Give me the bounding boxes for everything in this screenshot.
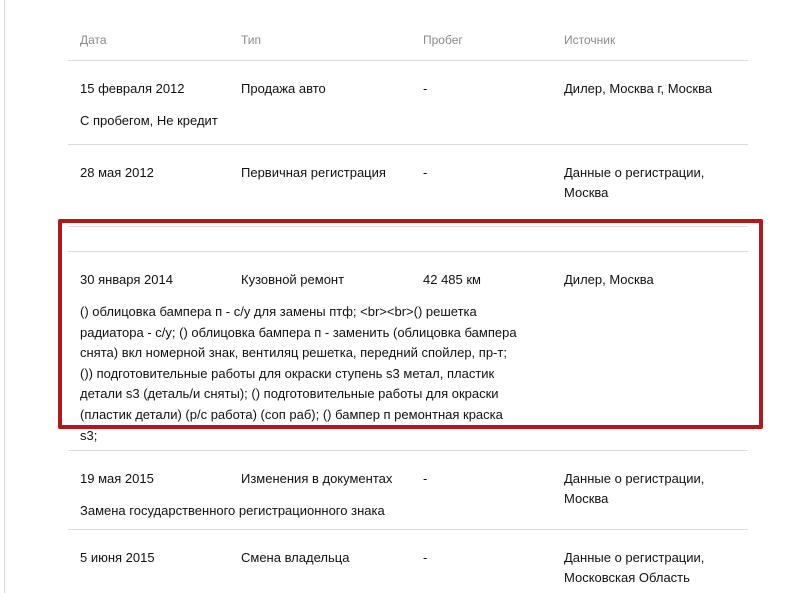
- header-type: Тип: [241, 33, 262, 47]
- table-row-highlighted: [68, 251, 748, 451]
- row-mileage: 42 485 км: [423, 272, 481, 287]
- row-date: 19 мая 2015: [80, 471, 154, 486]
- row-type: Смена владельца: [241, 550, 350, 565]
- table-row: [68, 451, 748, 530]
- row-type: Кузовной ремонт: [241, 272, 345, 287]
- row-source: Дилер, Москва г, Москва: [564, 81, 713, 96]
- row-date: 15 февраля 2012: [80, 81, 185, 96]
- row-mileage: -: [423, 471, 428, 486]
- row-type: Продажа авто: [241, 81, 326, 96]
- row-description: () облицовка бампера п - с/у для замены птф; <br><br>() решетка радиатора - с/у; () облицовка бампера п - заменить (облицовка бампера снята) вкл номерной знак, вентиляц решетка, передний спойлер, пр-т; ()) подготовительные работы для окраски ступень s3 метал, пластик детали s3 (деталь/и сняты); () подготовительные работы для окраски (пластик детали) (р/с работа) (соп раб); () бампер п ремонтная краска s3;: [80, 304, 517, 443]
- row-spacer: [68, 227, 748, 251]
- left-divider: [4, 0, 5, 593]
- row-date: 28 мая 2012: [80, 165, 154, 180]
- row-source: Дилер, Москва: [564, 272, 654, 287]
- table-header: [68, 0, 748, 61]
- row-mileage: -: [423, 81, 428, 96]
- header-mileage: Пробег: [423, 33, 463, 47]
- table-row: [68, 530, 748, 593]
- row-source: Данные о регистрации, Московская Область: [564, 550, 705, 585]
- row-date: 30 января 2014: [80, 272, 173, 287]
- row-type: Первичная регистрация: [241, 165, 386, 180]
- header-source: Источник: [564, 33, 616, 47]
- row-mileage: -: [423, 165, 428, 180]
- row-type: Изменения в документах: [241, 471, 393, 486]
- table-row: [68, 145, 748, 227]
- row-source: Данные о регистрации, Москва: [564, 471, 705, 506]
- row-source: Данные о регистрации, Москва: [564, 165, 705, 200]
- row-description: С пробегом, Не кредит: [80, 113, 218, 128]
- row-date: 5 июня 2015: [80, 550, 155, 565]
- header-date: Дата: [80, 33, 107, 47]
- history-table: [68, 0, 748, 593]
- table-row: [68, 61, 748, 145]
- row-description: Замена государственного регистрационного знака: [80, 503, 385, 518]
- row-mileage: -: [423, 550, 428, 565]
